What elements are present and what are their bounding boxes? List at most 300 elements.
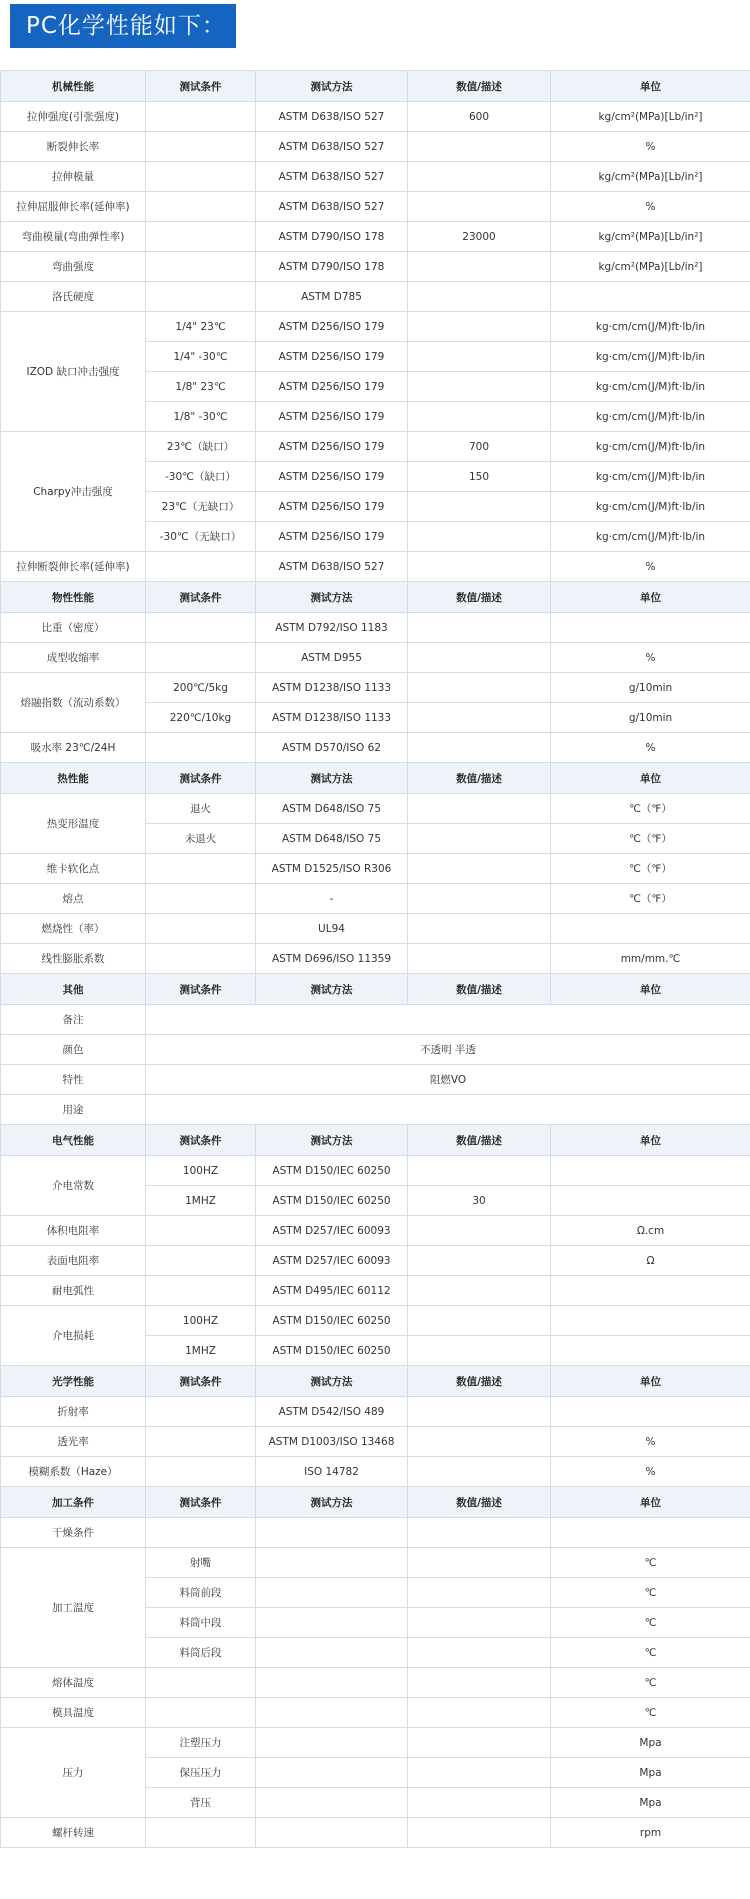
table-row (1, 1276, 750, 1306)
test-method: ASTM D785 (256, 282, 408, 312)
property-name: 用途 (1, 1095, 146, 1125)
property-name: 弯曲模量(弯曲弹性率) (1, 222, 146, 252)
table-row (1, 944, 750, 974)
table-row (1, 1518, 750, 1548)
property-name: 介电损耗 (1, 1306, 146, 1366)
section-header-row (1, 1125, 750, 1156)
table-row (1, 733, 750, 763)
test-method: ASTM D648/ISO 75 (256, 824, 408, 854)
test-condition: -30℃（无缺口） (146, 522, 256, 552)
test-condition: -30℃（缺口） (146, 462, 256, 492)
test-method: ASTM D638/ISO 527 (256, 102, 408, 132)
property-value (408, 1548, 551, 1578)
test-method: ASTM D256/ISO 179 (256, 462, 408, 492)
test-condition (146, 552, 256, 582)
column-header-method: 测试方法 (256, 763, 408, 794)
property-value (408, 1397, 551, 1427)
unit: % (551, 132, 750, 162)
test-method: ASTM D257/IEC 60093 (256, 1246, 408, 1276)
section-title: 电气性能 (1, 1125, 146, 1156)
property-value (408, 884, 551, 914)
property-name: 燃烧性（率） (1, 914, 146, 944)
test-method: ASTM D792/ISO 1183 (256, 613, 408, 643)
property-value: 30 (408, 1186, 551, 1216)
test-condition: 1/8" -30℃ (146, 402, 256, 432)
test-condition: 1/4" -30℃ (146, 342, 256, 372)
property-name: 体积电阻率 (1, 1216, 146, 1246)
unit: ℃ (551, 1698, 750, 1728)
table-row (1, 1427, 750, 1457)
property-name: 表面电阻率 (1, 1246, 146, 1276)
test-condition: 射嘴 (146, 1548, 256, 1578)
test-method (256, 1698, 408, 1728)
table-row (1, 854, 750, 884)
property-value (408, 1518, 551, 1548)
column-header-value: 数值/描述 (408, 582, 551, 613)
unit: ℃（℉） (551, 824, 750, 854)
property-name: 螺杆转速 (1, 1818, 146, 1848)
test-method: ASTM D257/IEC 60093 (256, 1216, 408, 1246)
unit: % (551, 643, 750, 673)
table-row (1, 1156, 750, 1186)
property-value: 23000 (408, 222, 551, 252)
section-header-row (1, 974, 750, 1005)
test-condition (146, 102, 256, 132)
property-value (408, 1457, 551, 1487)
column-header-unit: 单位 (551, 763, 750, 794)
test-method: ASTM D542/ISO 489 (256, 1397, 408, 1427)
table-row (1, 1397, 750, 1427)
unit: kg/cm²(MPa)[Lb/in²] (551, 222, 750, 252)
column-header-unit: 单位 (551, 974, 750, 1005)
table-row (1, 1246, 750, 1276)
section-header-row (1, 763, 750, 794)
test-method (256, 1608, 408, 1638)
property-description: 阻燃VO (146, 1065, 750, 1095)
test-method: - (256, 884, 408, 914)
test-condition: 100HZ (146, 1156, 256, 1186)
column-header-condition: 测试条件 (146, 763, 256, 794)
property-value (408, 252, 551, 282)
property-value (408, 1608, 551, 1638)
table-row (1, 1306, 750, 1336)
property-name: 熔融指数（流动系数） (1, 673, 146, 733)
property-name: 拉伸屈服伸长率(延伸率) (1, 192, 146, 222)
test-method: ASTM D1003/ISO 13468 (256, 1427, 408, 1457)
unit: kg·cm/cm(J/M)ft·lb/in (551, 372, 750, 402)
test-condition: 退火 (146, 794, 256, 824)
property-value (408, 1156, 551, 1186)
property-name: 熔点 (1, 884, 146, 914)
test-method: ASTM D1525/ISO R306 (256, 854, 408, 884)
property-name: 拉伸强度(引张强度) (1, 102, 146, 132)
property-name: 成型收缩率 (1, 643, 146, 673)
table-row (1, 252, 750, 282)
test-condition (146, 1216, 256, 1246)
property-name: 加工温度 (1, 1548, 146, 1668)
test-method: ASTM D256/ISO 179 (256, 402, 408, 432)
unit: kg·cm/cm(J/M)ft·lb/in (551, 432, 750, 462)
test-condition (146, 192, 256, 222)
property-name: 备注 (1, 1005, 146, 1035)
unit: g/10min (551, 673, 750, 703)
test-method: ASTM D256/ISO 179 (256, 432, 408, 462)
test-method: ASTM D648/ISO 75 (256, 794, 408, 824)
property-description: 不透明 半透 (146, 1035, 750, 1065)
test-condition (146, 1698, 256, 1728)
property-name: 模具温度 (1, 1698, 146, 1728)
test-method: ASTM D570/ISO 62 (256, 733, 408, 763)
property-name: Charpy冲击强度 (1, 432, 146, 552)
test-condition (146, 162, 256, 192)
page-title: PC化学性能如下： (10, 4, 236, 48)
test-method: ASTM D638/ISO 527 (256, 552, 408, 582)
test-condition: 保压压力 (146, 1758, 256, 1788)
properties-table (0, 70, 750, 1848)
test-condition: 200℃/5kg (146, 673, 256, 703)
property-description (146, 1095, 750, 1125)
section-header-row (1, 1366, 750, 1397)
unit (551, 613, 750, 643)
table-row (1, 794, 750, 824)
section-header-row (1, 582, 750, 613)
section-title: 加工条件 (1, 1487, 146, 1518)
property-value (408, 312, 551, 342)
test-condition (146, 252, 256, 282)
table-row (1, 1818, 750, 1848)
test-method (256, 1668, 408, 1698)
property-name: 耐电弧性 (1, 1276, 146, 1306)
table-row (1, 132, 750, 162)
section-title: 光学性能 (1, 1366, 146, 1397)
test-method: ASTM D638/ISO 527 (256, 132, 408, 162)
property-value (408, 1216, 551, 1246)
property-value (408, 1306, 551, 1336)
property-value (408, 914, 551, 944)
table-row (1, 312, 750, 342)
unit: g/10min (551, 703, 750, 733)
property-name: 拉伸模量 (1, 162, 146, 192)
property-value (408, 492, 551, 522)
property-value (408, 854, 551, 884)
unit (551, 1186, 750, 1216)
test-method: ASTM D150/IEC 60250 (256, 1306, 408, 1336)
property-value (408, 522, 551, 552)
table-row (1, 673, 750, 703)
column-header-condition: 测试条件 (146, 1366, 256, 1397)
property-name: 热变形温度 (1, 794, 146, 854)
column-header-method: 测试方法 (256, 974, 408, 1005)
property-value (408, 132, 551, 162)
test-method: ASTM D638/ISO 527 (256, 162, 408, 192)
column-header-unit: 单位 (551, 1125, 750, 1156)
unit: ℃ (551, 1608, 750, 1638)
test-condition (146, 1457, 256, 1487)
unit: % (551, 733, 750, 763)
table-row (1, 162, 750, 192)
column-header-method: 测试方法 (256, 1366, 408, 1397)
test-condition (146, 884, 256, 914)
test-condition: 背压 (146, 1788, 256, 1818)
table-row (1, 552, 750, 582)
unit: kg·cm/cm(J/M)ft·lb/in (551, 312, 750, 342)
column-header-method: 测试方法 (256, 71, 408, 102)
test-condition (146, 914, 256, 944)
test-condition: 23℃（无缺口） (146, 492, 256, 522)
section-header-row (1, 1487, 750, 1518)
property-name: 维卡软化点 (1, 854, 146, 884)
property-value (408, 824, 551, 854)
unit: ℃ (551, 1668, 750, 1698)
property-value (408, 944, 551, 974)
unit: kg·cm/cm(J/M)ft·lb/in (551, 462, 750, 492)
unit: mm/mm.℃ (551, 944, 750, 974)
property-name: 颜色 (1, 1035, 146, 1065)
table-row (1, 1728, 750, 1758)
column-header-value: 数值/描述 (408, 974, 551, 1005)
property-value (408, 372, 551, 402)
test-condition (146, 1397, 256, 1427)
test-condition: 料筒中段 (146, 1608, 256, 1638)
property-value (408, 1758, 551, 1788)
test-condition (146, 1246, 256, 1276)
unit: ℃ (551, 1578, 750, 1608)
table-row (1, 643, 750, 673)
test-method: ASTM D150/IEC 60250 (256, 1336, 408, 1366)
test-method: ASTM D150/IEC 60250 (256, 1186, 408, 1216)
unit (551, 1397, 750, 1427)
unit (551, 1518, 750, 1548)
unit (551, 1336, 750, 1366)
test-condition (146, 733, 256, 763)
section-header-row (1, 71, 750, 102)
property-value (408, 1246, 551, 1276)
test-condition: 100HZ (146, 1306, 256, 1336)
test-method: ASTM D1238/ISO 1133 (256, 673, 408, 703)
property-value (408, 282, 551, 312)
property-value (408, 733, 551, 763)
test-method: ASTM D1238/ISO 1133 (256, 703, 408, 733)
unit: kg·cm/cm(J/M)ft·lb/in (551, 342, 750, 372)
column-header-value: 数值/描述 (408, 1487, 551, 1518)
property-name: 拉伸断裂伸长率(延伸率) (1, 552, 146, 582)
property-value (408, 613, 551, 643)
test-condition (146, 1818, 256, 1848)
table-row (1, 1548, 750, 1578)
table-row (1, 1216, 750, 1246)
column-header-condition: 测试条件 (146, 71, 256, 102)
test-method (256, 1548, 408, 1578)
column-header-value: 数值/描述 (408, 1366, 551, 1397)
property-value (408, 1698, 551, 1728)
unit: kg·cm/cm(J/M)ft·lb/in (551, 522, 750, 552)
property-name: 断裂伸长率 (1, 132, 146, 162)
unit: kg·cm/cm(J/M)ft·lb/in (551, 492, 750, 522)
unit (551, 1276, 750, 1306)
property-name: 吸水率 23℃/24H (1, 733, 146, 763)
table-row (1, 282, 750, 312)
property-value (408, 1276, 551, 1306)
section-title: 其他 (1, 974, 146, 1005)
unit: kg/cm²(MPa)[Lb/in²] (551, 252, 750, 282)
column-header-unit: 单位 (551, 71, 750, 102)
table-row (1, 914, 750, 944)
unit: rpm (551, 1818, 750, 1848)
column-header-value: 数值/描述 (408, 763, 551, 794)
property-value (408, 1728, 551, 1758)
property-value (408, 1578, 551, 1608)
table-row (1, 884, 750, 914)
unit: % (551, 1457, 750, 1487)
test-condition (146, 132, 256, 162)
table-row (1, 1035, 750, 1065)
test-condition (146, 643, 256, 673)
test-method (256, 1818, 408, 1848)
unit (551, 914, 750, 944)
test-method: ASTM D638/ISO 527 (256, 192, 408, 222)
test-condition (146, 613, 256, 643)
table-row (1, 102, 750, 132)
table-row (1, 1457, 750, 1487)
test-condition: 1/4" 23℃ (146, 312, 256, 342)
test-condition: 注塑压力 (146, 1728, 256, 1758)
unit: ℃（℉） (551, 854, 750, 884)
property-name: 透光率 (1, 1427, 146, 1457)
test-method: ASTM D696/ISO 11359 (256, 944, 408, 974)
property-name: 介电常数 (1, 1156, 146, 1216)
unit (551, 1306, 750, 1336)
column-header-condition: 测试条件 (146, 974, 256, 1005)
column-header-method: 测试方法 (256, 1487, 408, 1518)
table-row (1, 1668, 750, 1698)
test-condition (146, 1276, 256, 1306)
column-header-condition: 测试条件 (146, 582, 256, 613)
section-title: 热性能 (1, 763, 146, 794)
column-header-condition: 测试条件 (146, 1487, 256, 1518)
column-header-unit: 单位 (551, 1366, 750, 1397)
property-value (408, 162, 551, 192)
test-method (256, 1758, 408, 1788)
property-value (408, 703, 551, 733)
table-row (1, 1095, 750, 1125)
column-header-value: 数值/描述 (408, 71, 551, 102)
test-condition: 料筒后段 (146, 1638, 256, 1668)
property-value (408, 643, 551, 673)
test-method: ASTM D256/ISO 179 (256, 522, 408, 552)
property-value (408, 1336, 551, 1366)
test-condition (146, 1518, 256, 1548)
test-method: ASTM D256/ISO 179 (256, 372, 408, 402)
test-method (256, 1518, 408, 1548)
unit: ℃ (551, 1548, 750, 1578)
property-value (408, 1668, 551, 1698)
property-value (408, 1427, 551, 1457)
test-condition: 1MHZ (146, 1186, 256, 1216)
property-value (408, 1638, 551, 1668)
table-row (1, 1065, 750, 1095)
property-value: 150 (408, 462, 551, 492)
unit: Ω (551, 1246, 750, 1276)
table-row (1, 1698, 750, 1728)
unit (551, 1156, 750, 1186)
test-condition: 未退火 (146, 824, 256, 854)
test-method: ASTM D256/ISO 179 (256, 342, 408, 372)
property-name: IZOD 缺口冲击强度 (1, 312, 146, 432)
test-method: ASTM D790/ISO 178 (256, 252, 408, 282)
table-row (1, 1005, 750, 1035)
test-condition: 23℃（缺口） (146, 432, 256, 462)
test-condition (146, 1668, 256, 1698)
test-method (256, 1638, 408, 1668)
test-condition: 220℃/10kg (146, 703, 256, 733)
test-method: ASTM D256/ISO 179 (256, 312, 408, 342)
table-row (1, 432, 750, 462)
test-method: ASTM D790/ISO 178 (256, 222, 408, 252)
test-condition: 1/8" 23℃ (146, 372, 256, 402)
unit: % (551, 552, 750, 582)
property-value: 700 (408, 432, 551, 462)
table-row (1, 192, 750, 222)
test-condition (146, 1427, 256, 1457)
section-title: 机械性能 (1, 71, 146, 102)
property-name: 特性 (1, 1065, 146, 1095)
property-value (408, 342, 551, 372)
table-row (1, 613, 750, 643)
property-name: 洛氏硬度 (1, 282, 146, 312)
unit: ℃（℉） (551, 884, 750, 914)
test-condition: 1MHZ (146, 1336, 256, 1366)
unit: kg/cm²(MPa)[Lb/in²] (551, 162, 750, 192)
unit: % (551, 1427, 750, 1457)
test-method (256, 1578, 408, 1608)
property-name: 线性膨胀系数 (1, 944, 146, 974)
test-method: ASTM D256/ISO 179 (256, 492, 408, 522)
unit: ℃ (551, 1638, 750, 1668)
column-header-value: 数值/描述 (408, 1125, 551, 1156)
unit: Mpa (551, 1758, 750, 1788)
property-value (408, 552, 551, 582)
property-value: 600 (408, 102, 551, 132)
property-name: 折射率 (1, 1397, 146, 1427)
property-value (408, 794, 551, 824)
test-method: UL94 (256, 914, 408, 944)
column-header-unit: 单位 (551, 1487, 750, 1518)
unit: Mpa (551, 1728, 750, 1758)
section-title: 物性性能 (1, 582, 146, 613)
property-name: 模糊系数（Haze） (1, 1457, 146, 1487)
properties-table-body (1, 71, 750, 1848)
unit: ℃（℉） (551, 794, 750, 824)
column-header-method: 测试方法 (256, 1125, 408, 1156)
unit: % (551, 192, 750, 222)
unit (551, 282, 750, 312)
column-header-unit: 单位 (551, 582, 750, 613)
property-name: 比重（密度） (1, 613, 146, 643)
unit: Mpa (551, 1788, 750, 1818)
test-condition (146, 222, 256, 252)
test-method (256, 1728, 408, 1758)
property-value (408, 1818, 551, 1848)
property-name: 压力 (1, 1728, 146, 1818)
test-method: ISO 14782 (256, 1457, 408, 1487)
test-method (256, 1788, 408, 1818)
table-row (1, 222, 750, 252)
property-name: 干燥条件 (1, 1518, 146, 1548)
unit: kg/cm²(MPa)[Lb/in²] (551, 102, 750, 132)
property-description (146, 1005, 750, 1035)
column-header-method: 测试方法 (256, 582, 408, 613)
unit: Ω.cm (551, 1216, 750, 1246)
